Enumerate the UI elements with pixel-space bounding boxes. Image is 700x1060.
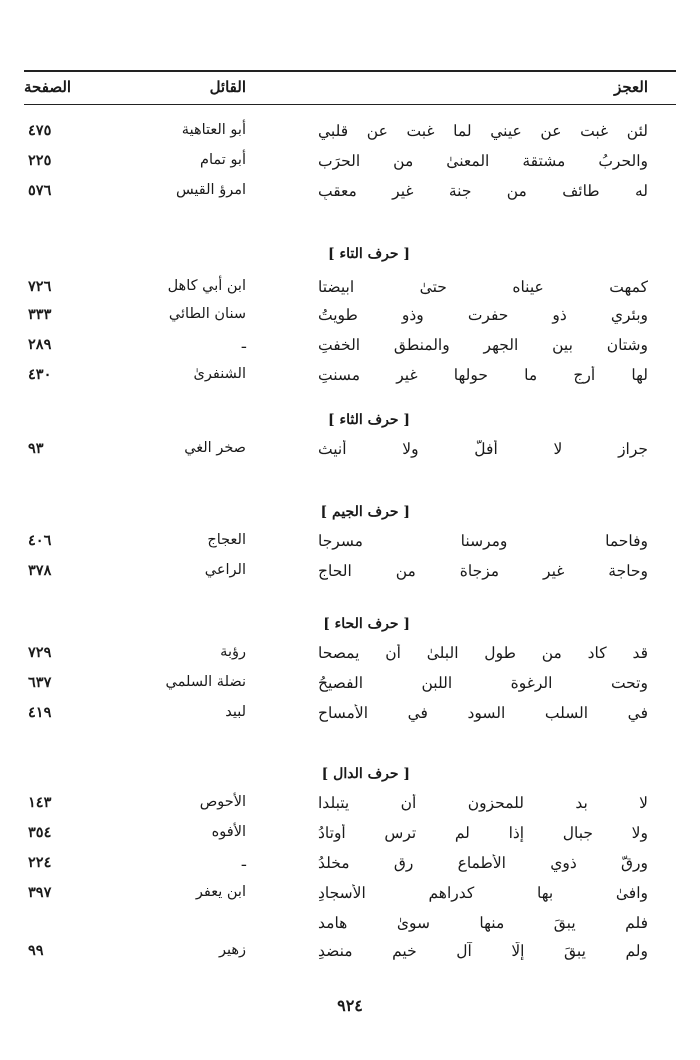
table-row <box>24 854 676 882</box>
section-heading: [ حرف الحاء ] <box>323 616 410 632</box>
table-row <box>24 336 676 364</box>
verse-text: جراز لا أفلُّ ولا أنيث <box>318 440 648 458</box>
page-ref: ٥٧٦ <box>28 182 52 199</box>
speaker-name: ـ <box>241 336 246 352</box>
speaker-name: رؤبة <box>220 644 246 660</box>
table-row <box>24 366 676 394</box>
section-heading: [ حرف الجيم ] <box>320 504 410 520</box>
page-ref: ٢٨٩ <box>28 336 52 353</box>
page-ref: ٢٢٤ <box>28 854 52 871</box>
table-row <box>24 562 676 590</box>
speaker-name: سنان الطائي <box>168 306 246 322</box>
page-ref: ٣٩٧ <box>28 884 52 901</box>
verse-text: وبئري ذو حفرت وذو طويتُ <box>318 306 648 324</box>
verse-text: في السلب السود في الأمساحِ <box>318 704 648 722</box>
speaker-name: الأفوه <box>211 824 246 840</box>
speaker-name: امرؤ القيس <box>175 182 246 198</box>
verse-text: وتحت الرغوة اللبن الفصيحُ <box>318 674 648 692</box>
verse-text: وافىٰ بها كدراهم الأسجادِ <box>318 884 648 902</box>
verse-text: قد كاد من طول البلىٰ أن يمصحا <box>318 644 648 662</box>
page-ref: ٤١٩ <box>28 704 52 721</box>
page-ref: ٣٥٤ <box>28 824 52 841</box>
table-row <box>24 884 676 912</box>
page-number: ٩٢٤ <box>337 996 363 1015</box>
speaker-name: الأحوص <box>199 794 246 810</box>
verse-text: له طائف من جنة غير معقبِ <box>318 182 648 200</box>
page-ref: ٧٢٦ <box>28 278 52 295</box>
page-ref: ٤٧٥ <box>28 122 52 139</box>
speaker-name: الشنفرىٰ <box>193 366 246 382</box>
table-row <box>24 306 676 334</box>
verse-text: فلم يبقَ منها سوىٰ هامد <box>318 914 648 932</box>
verse-text: والحربُ مشتقة المعنىٰ من الحرَب <box>318 152 648 170</box>
page-ref: ١٤٣ <box>28 794 52 811</box>
top-rule <box>24 70 676 72</box>
section-heading: [ حرف الثاء ] <box>328 412 410 428</box>
table-row <box>24 532 676 560</box>
header-rule <box>24 104 676 105</box>
header-page: الصفحة <box>24 78 72 96</box>
verse-text: ورقّ ذوي الأطماع رق مخلدُ <box>318 854 648 872</box>
verse-text: كمهت عيناه حتىٰ ابيضتا <box>318 278 648 296</box>
page-ref: ٦٣٧ <box>28 674 52 691</box>
table-row <box>24 182 676 210</box>
speaker-name: زهير <box>218 942 246 958</box>
speaker-name: العجاج <box>207 532 246 548</box>
speaker-name: ابن أبي كاهل <box>167 278 246 294</box>
speaker-name: أبو العتاهية <box>181 122 246 138</box>
page-ref: ٤٠٦ <box>28 532 52 549</box>
verse-text: لا بد للمحزون أن يتبلدا <box>318 794 648 812</box>
speaker-name: صخر الغي <box>184 440 246 456</box>
table-row <box>24 674 676 702</box>
page-ref: ٣٧٨ <box>28 562 52 579</box>
section-heading: [ حرف التاء ] <box>328 246 410 262</box>
verse-text: ولا جبال إذا لم ترس أوتادُ <box>318 824 648 842</box>
speaker-name: الراعي <box>204 562 246 578</box>
verse-text: وحاجة غير مزجاة من الحاج <box>318 562 648 580</box>
page-ref: ٤٣٠ <box>28 366 52 383</box>
speaker-name: أبو تمام <box>200 152 246 168</box>
table-row <box>24 914 676 942</box>
verse-text: وفاحما ومرسنا مسرجا <box>318 532 648 550</box>
table-row <box>24 278 676 306</box>
page-ref: ٩٣ <box>28 440 44 457</box>
table-row <box>24 942 676 970</box>
table-row <box>24 824 676 852</box>
speaker-name: لبيد <box>225 704 246 720</box>
page-ref: ٣٣٣ <box>28 306 52 323</box>
page-ref: ٢٢٥ <box>28 152 52 169</box>
verse-text: لئن غبت عن عيني لما غبت عن قلبي <box>318 122 648 140</box>
table-row <box>24 704 676 732</box>
speaker-name: ابن يعفر <box>195 884 246 900</box>
section-heading: [ حرف الدال ] <box>321 766 410 782</box>
verse-text: ولم يبقَ إلّا آل خيم منضدِ <box>318 942 648 960</box>
page-ref: ٩٩ <box>28 942 44 959</box>
page-ref: ٧٢٩ <box>28 644 52 661</box>
header-speaker: القائل <box>209 78 246 96</box>
table-row <box>24 152 676 180</box>
table-row <box>24 440 676 468</box>
speaker-name: ـ <box>241 854 246 870</box>
speaker-name: نضلة السلمي <box>165 674 246 690</box>
header-verse: العجز <box>614 78 648 96</box>
table-header <box>24 76 676 102</box>
verse-text: وشتان بين الجهر والمنطق الخفتِ <box>318 336 648 354</box>
table-row <box>24 122 676 150</box>
table-row <box>24 794 676 822</box>
verse-text: لها أرج ما حولها غير مسنتِ <box>318 366 648 384</box>
table-row <box>24 644 676 672</box>
